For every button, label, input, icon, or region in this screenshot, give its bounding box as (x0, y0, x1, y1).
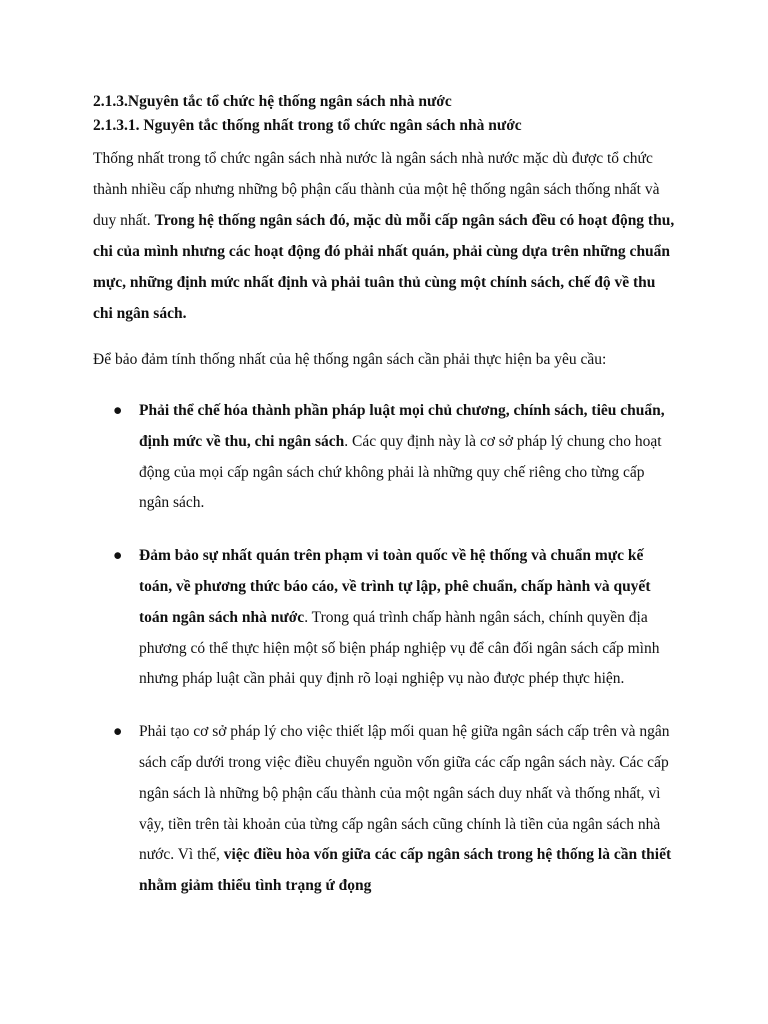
list-item (93, 717, 678, 902)
list-item (93, 541, 678, 695)
list-item-text: Phải tạo cơ sở pháp lý cho việc thiết lập mối quan hệ giữa ngân sách cấp trên và ngân sách cấp dưới trong việc điều chuyển nguồn vốn giữa các cấp ngân sách này. Các cấp ngân sách là những bộ phận cấu thành của một ngân sách duy nhất và thống nhất, vì vậy, tiền trên tài khoản của từng cấp ngân sách cũng chính là tiền của ngân sách nhà nước. Vì thế, (139, 723, 670, 864)
list-item-text: . Trong quá trình chấp hành ngân sách, chính quyền địa phương có thể thực hiện một số biện pháp nghiệp vụ để cân đối ngân sách cấp mình nhưng pháp luật cần phải quy định rõ loại nghiệp vụ nào được phép thực hiện. (139, 608, 660, 688)
section-heading: 2.1.3.Nguyên tắc tổ chức hệ thống ngân sách nhà nước (93, 93, 452, 110)
bullet-icon: ● (113, 547, 123, 565)
paragraph-unity-definition (93, 143, 678, 329)
bullet-icon: ● (113, 402, 123, 419)
list-item-bold: Phải thể chế hóa thành phần pháp luật mọi chủ chương, chính sách, tiêu chuẩn, định mức về thu, chi ngân sách (139, 402, 665, 450)
document-page (93, 90, 678, 924)
paragraph-1-bold: Trong hệ thống ngân sách đó, mặc dù mỗi cấp ngân sách đều có hoạt động thu, chi của mình nhưng các hoạt động đó phải nhất quán, phải cùng dựa trên những chuẩn mực, những định mức nhất định và phải tuân thủ cùng một chính sách, chế độ về thu chi ngân sách. (93, 212, 675, 322)
list-item-bold: việc điều hòa vốn giữa các cấp ngân sách trong hệ thống là cần thiết nhằm giảm thiểu tình trạng ứ đọng (139, 846, 672, 895)
requirements-list (93, 396, 678, 902)
list-item-bold: Đảm bảo sự nhất quán trên phạm vi toàn quốc về hệ thống và chuẩn mực kế toán, về phương thức báo cáo, về trình tự lập, phê chuẩn, chấp hành và quyết toán ngân sách nhà nước (139, 547, 651, 626)
subsection-heading: 2.1.3.1. Nguyên tắc thống nhất trong tổ chức ngân sách nhà nước (93, 117, 522, 134)
paragraph-1-normal: Thống nhất trong tổ chức ngân sách nhà nước là ngân sách nhà nước mặc dù được tổ chức thành nhiều cấp nhưng những bộ phận cấu thành của một hệ thống ngân sách thống nhất và duy nhất. (93, 150, 660, 229)
paragraph-requirements-intro: Để bảo đảm tính thống nhất của hệ thống ngân sách cần phải thực hiện ba yêu cầu: (93, 351, 607, 368)
list-item (93, 396, 678, 519)
bullet-icon: ● (113, 723, 123, 741)
list-item-text: . Các quy định này là cơ sở pháp lý chung cho hoạt động của mọi cấp ngân sách chứ không phải là những quy chế riêng cho từng cấp ngân sách. (139, 432, 662, 512)
